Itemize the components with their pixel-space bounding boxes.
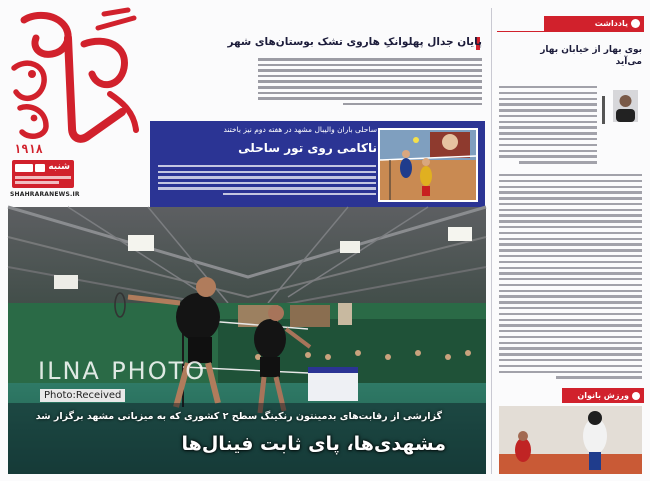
- photo-credit: Photo:Received: [40, 389, 125, 402]
- volleyball-story[interactable]: [150, 121, 485, 207]
- volleyball-body: [158, 165, 376, 198]
- column-divider: [491, 8, 492, 474]
- pen-icon: [631, 19, 640, 28]
- main-story-kicker: گزارشی از رقابت‌های بدمینتون رنکینگ سطح ۲ کشوری که به میزبانی مشهد برگزار شد: [35, 411, 442, 422]
- womens-sports-photo: [499, 406, 642, 474]
- issue-number-box-2: [35, 164, 45, 172]
- photo-watermark: [38, 357, 207, 401]
- watermark-brand: ILNA: [38, 357, 101, 385]
- right-column: [497, 14, 644, 474]
- masthead: [6, 8, 146, 198]
- notes-tag-label: یادداشت: [594, 19, 628, 28]
- top-story-headline[interactable]: پایان جدال پهلوانکِ هاروی تشک بوستان‌های شهر: [227, 36, 482, 48]
- womens-sports-tag[interactable]: [562, 388, 644, 403]
- issue-info: [12, 160, 74, 188]
- founding-year: ۱۹۱۸: [14, 142, 43, 156]
- date-line: [15, 176, 71, 179]
- main-story-headline[interactable]: مشهدی‌ها، پای ثابت فینال‌ها: [181, 433, 446, 455]
- issue-number-box: [15, 164, 33, 172]
- column-body-top: [499, 86, 597, 167]
- womens-tag-label: ورزش بانوان: [577, 391, 629, 400]
- volleyball-kicker: ساحلی باران والیبال مشهد در هفته دوم نیز باختند: [223, 125, 377, 134]
- author-photo: [613, 90, 638, 122]
- author-name: [599, 96, 607, 126]
- watermark-photo-label: PHOTO: [111, 357, 207, 385]
- website-url: SHAHRARANEWS.IR: [10, 191, 80, 198]
- main-photo[interactable]: [8, 207, 486, 474]
- section-icon: [632, 392, 640, 400]
- day-label: شنبه: [48, 162, 70, 172]
- column-body-bottom: [499, 174, 642, 382]
- top-story-body: [258, 58, 482, 120]
- watermark-logo: [38, 357, 206, 385]
- volleyball-photo: [378, 128, 478, 202]
- date-line-2: [15, 181, 59, 184]
- masthead-logo: [6, 8, 146, 158]
- notes-section-tag[interactable]: [544, 16, 644, 32]
- column-title[interactable]: بوی بهار از خیابان بهار می‌آید: [540, 45, 642, 67]
- volleyball-title: ناکامی روی تور ساحلی: [238, 141, 377, 155]
